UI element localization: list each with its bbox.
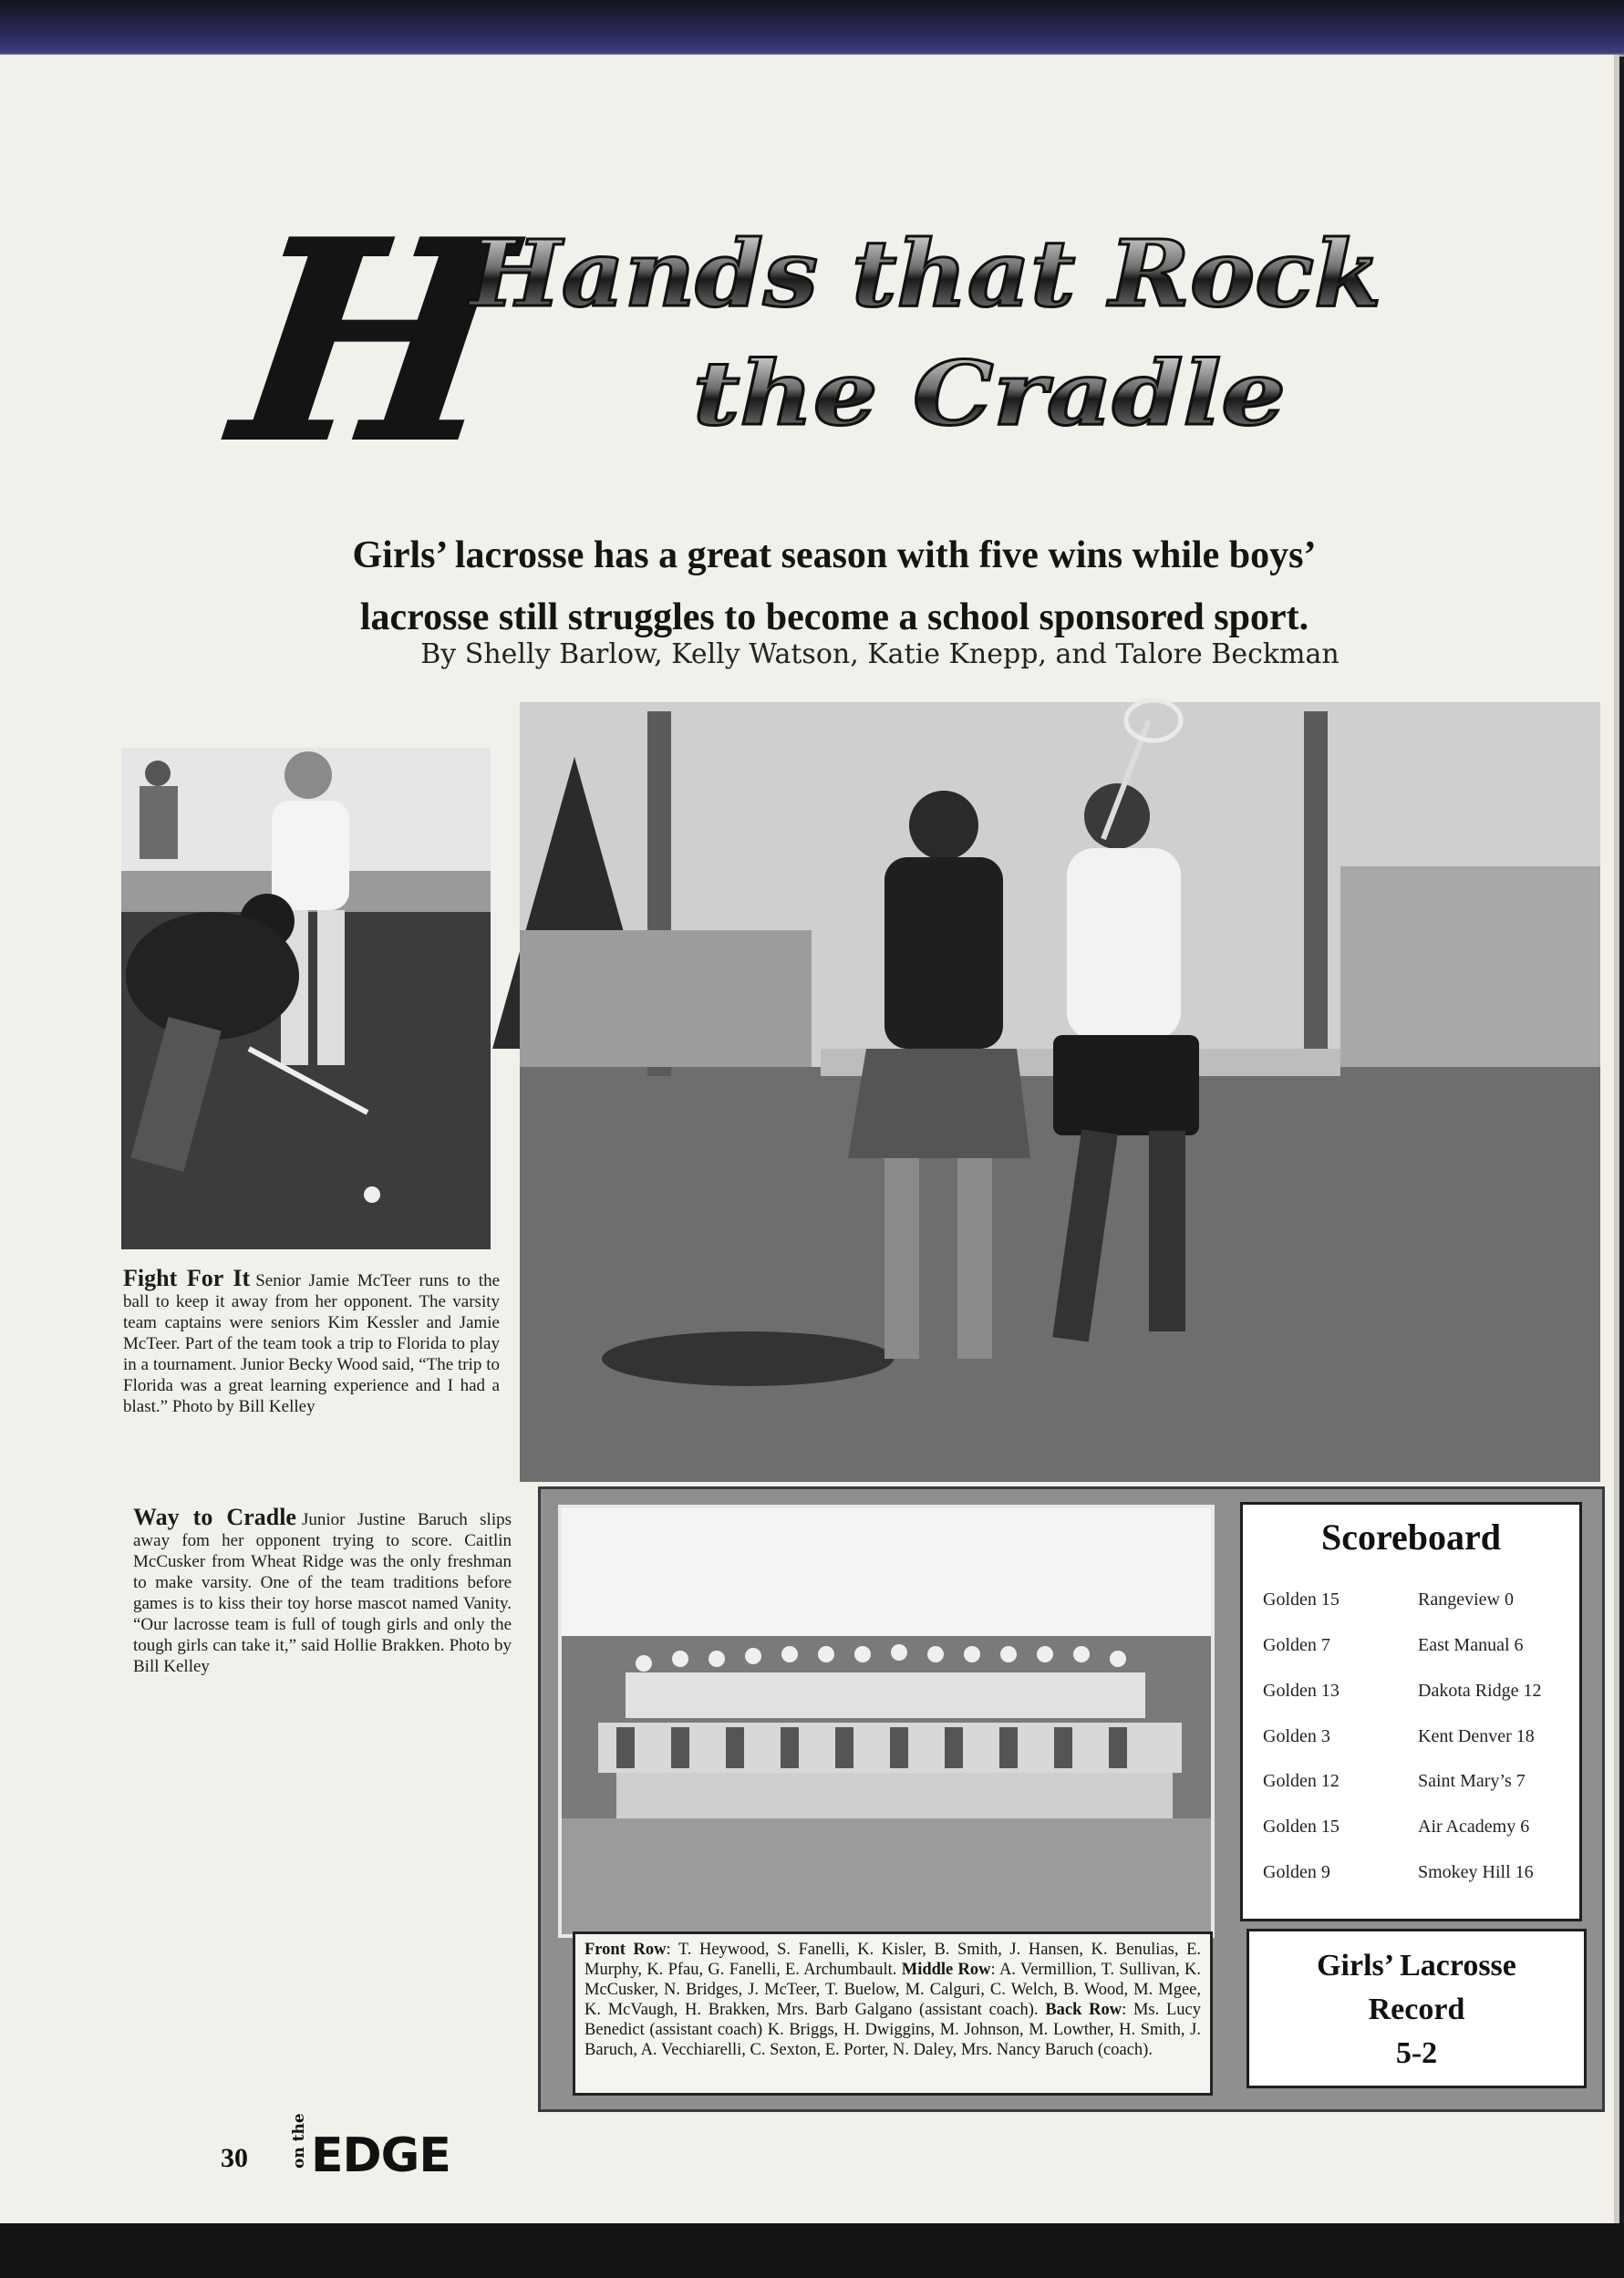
headline-line2: the Cradle [693, 342, 1286, 445]
on-the-edge-logo [287, 2112, 470, 2185]
score-home: Golden 3 [1263, 1726, 1330, 1746]
score-home: Golden 13 [1263, 1681, 1340, 1701]
headline-line1: Hands that Rock [466, 220, 1382, 327]
score-away: Saint Mary’s 7 [1418, 1771, 1526, 1791]
score-away: Rangeview 0 [1418, 1589, 1514, 1610]
caption-cradle-lead: Way to Cradle [133, 1504, 296, 1530]
record-title-line1: Girls’ Lacrosse [1317, 1949, 1516, 1983]
photo-way-to-cradle [520, 702, 1600, 1482]
score-home: Golden 7 [1263, 1635, 1330, 1655]
caption-fight-for-it [123, 1265, 501, 1417]
page-number: 30 [221, 2143, 248, 2173]
photo-fight-for-it [121, 748, 491, 1249]
record-value: 5-2 [1395, 2036, 1438, 2070]
top-edge-band [0, 0, 1624, 57]
team-roster-caption [573, 1931, 1213, 2096]
score-away: Air Academy 6 [1418, 1817, 1530, 1837]
logo-edge: EDGE [311, 2128, 450, 2183]
byline: By Shelly Barlow, Kelly Watson, Katie Knepp, and Talore Beckman [420, 638, 1340, 670]
back-row-label: Back Row [1045, 2001, 1122, 2019]
caption-cradle-text: Junior Justine Baruch slips away fom her opponent trying to score. Caitlin McCusker from Wheat Ridge was the only freshman to make varsity. One of the team traditions before games is to kiss their toy horse mascot named Vanity. “Our lacrosse team is full of tough girls and only the tough girls can take it,” said Hollie Brakken. Photo by Bill Kelley [133, 1510, 512, 1676]
season-record [1246, 1929, 1587, 2088]
score-home: Golden 12 [1263, 1771, 1340, 1791]
logo-on-the: on the [290, 2113, 308, 2169]
bottom-edge-band [0, 2223, 1624, 2278]
score-home: Golden 15 [1263, 1817, 1340, 1837]
score-away: Smokey Hill 16 [1418, 1862, 1534, 1882]
front-row-label: Front Row [584, 1941, 667, 1959]
score-home: Golden 9 [1263, 1862, 1330, 1882]
caption-way-to-cradle [133, 1504, 512, 1677]
caption-fight-lead: Fight For It [123, 1265, 251, 1291]
scoreboard [1240, 1502, 1582, 1921]
score-away: Kent Denver 18 [1418, 1726, 1535, 1746]
record-title-line2: Record [1368, 1993, 1465, 2026]
team-photo [558, 1505, 1215, 1938]
deck-line-2: lacrosse still struggles to become a school sponsored sport. [359, 596, 1309, 638]
back-row-names: : Ms. Lucy Benedict (assistant coach) K. Briggs, H. Dwiggins, M. Johnson, M. Lowther, H. Smith, J. Baruch, A. Vecchiarelli, C. Sexton, E. Porter, N. Daley, Mrs. Nancy Baruch (coach). [584, 2001, 1202, 2059]
score-home: Golden 15 [1263, 1589, 1340, 1610]
deck-line-1: Girls’ lacrosse has a great season with five wins while boys’ [352, 534, 1317, 576]
score-away: East Manual 6 [1418, 1635, 1524, 1655]
middle-row-names: : A. Vermillion, T. Sullivan, K. McCusker, N. Bridges, J. McTeer, T. Buelow, M. Calguri, C. Welch, B. Wood, M. Mgee, K. McVaugh, H. Brakken, Mrs. Barb Galgano (assistant coach). [584, 1961, 1202, 2019]
scoreboard-title: Scoreboard [1320, 1517, 1502, 1558]
headline-title [220, 181, 1413, 503]
middle-row-label: Middle Row [901, 1961, 991, 1979]
svg-text:H: H [220, 181, 524, 503]
caption-fight-text: Senior Jamie McTeer runs to the ball to keep it away from her opponent. The varsity team captains were seniors Kim Kessler and Jamie McTeer. Part of the team took a trip to Florida to play in a tournament. Junior Becky Wood said, “The trip to Florida was a great learning experience and I had a blast.” Photo by Bill Kelley [123, 1271, 501, 1416]
score-away: Dakota Ridge 12 [1418, 1681, 1542, 1701]
front-row-names: : T. Heywood, S. Fanelli, K. Kisler, B. Smith, J. Hansen, K. Benulias, E. Murphy, K. Pfau, G. Fanelli, E. Archumbault. [584, 1941, 1201, 1979]
deck-subhead [274, 524, 1395, 648]
